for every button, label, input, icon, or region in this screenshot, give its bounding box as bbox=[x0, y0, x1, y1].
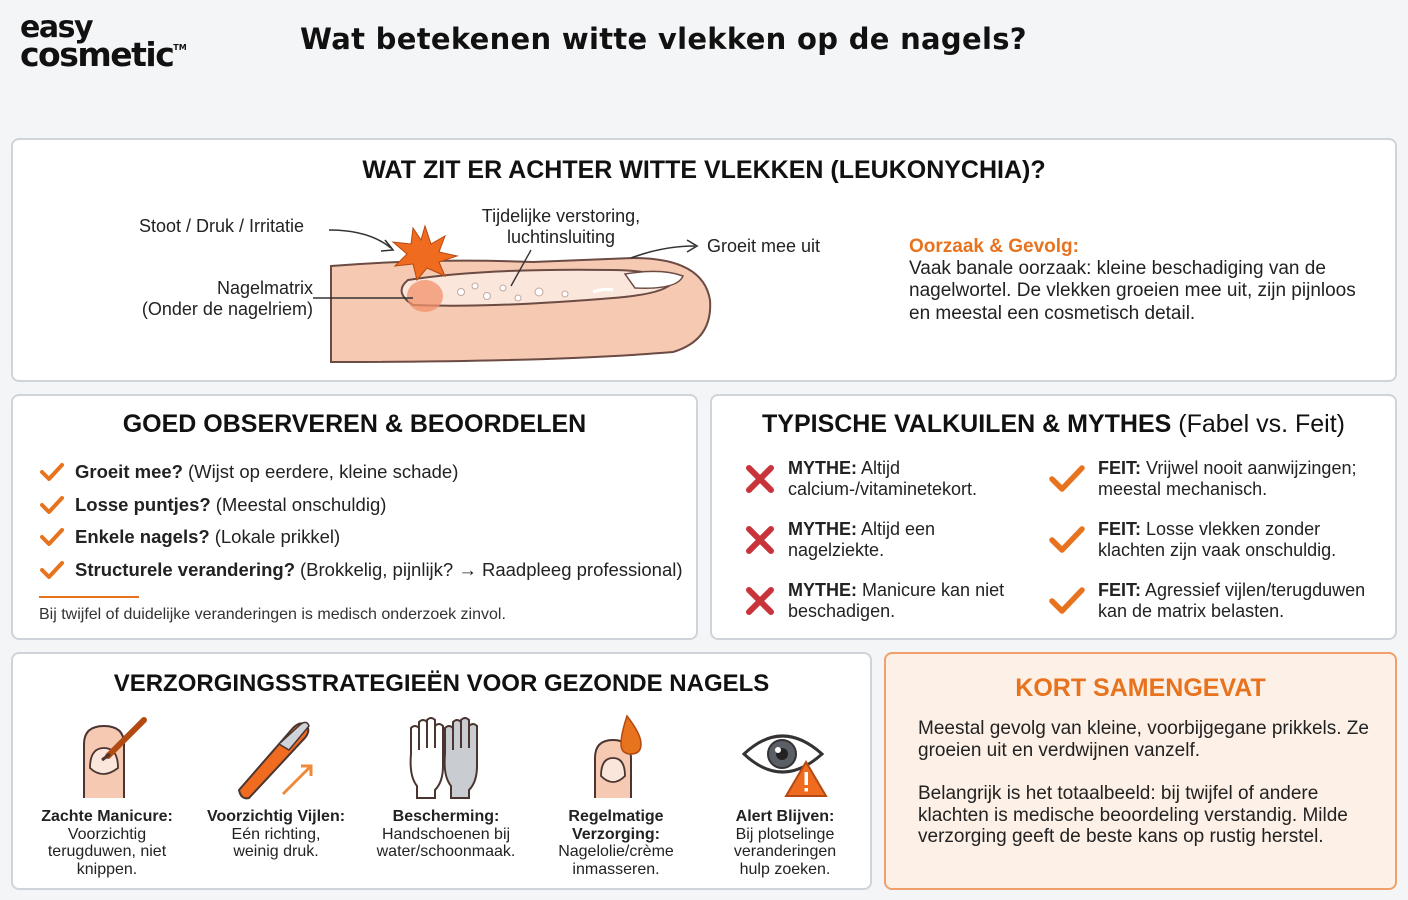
cross-icon bbox=[744, 524, 776, 556]
summary-paragraph-1: Meestal gevolg van kleine, voorbijgegane prikkels. Ze groeien uit en verdwijnen vanzelf. bbox=[918, 718, 1369, 761]
observe-checklist bbox=[39, 456, 683, 586]
observe-panel-title: GOED OBSERVEREN & BEOORDELEN bbox=[122, 410, 587, 438]
label-grows: Groeit mee uit bbox=[707, 236, 821, 256]
white-spot bbox=[562, 291, 568, 297]
observe-panel bbox=[11, 394, 698, 640]
nail-oil-drop-icon bbox=[571, 714, 661, 800]
myth-item: MYTHE: Manicure kan niet beschadigen. bbox=[744, 580, 1004, 621]
logo-trademark: TM bbox=[173, 42, 187, 52]
cause-panel bbox=[11, 138, 1397, 382]
divider bbox=[39, 596, 139, 598]
nail-file-icon bbox=[231, 714, 321, 800]
list-item: Groeit mee? (Wijst op eerdere, kleine schade) bbox=[39, 456, 683, 489]
page-title: Wat betekenen witte vlekken op de nagels? bbox=[300, 22, 1027, 56]
growth-arrow bbox=[631, 246, 695, 258]
cuticle-pusher-icon bbox=[62, 714, 152, 800]
care-item-filing: Voorzichtig Vijlen: Eén richting, weinig druk. bbox=[188, 710, 364, 861]
care-item-alert: Alert Blijven: Bij plotselinge veranderingen hulp zoeken. bbox=[697, 710, 873, 878]
logo-line-1: easy bbox=[20, 10, 93, 45]
white-spot bbox=[500, 285, 506, 291]
white-spot bbox=[472, 283, 478, 289]
brand-logo bbox=[20, 10, 187, 74]
care-panel bbox=[11, 652, 872, 890]
label-matrix: Nagelmatrix (Onder de nagelriem) bbox=[141, 278, 313, 319]
white-spot bbox=[458, 289, 465, 296]
check-icon bbox=[39, 495, 65, 515]
myth-item: MYTHE: Altijd een nagelziekte. bbox=[744, 519, 935, 560]
myth-item: MYTHE: Altijd calcium-/vitaminetekort. bbox=[744, 458, 977, 499]
fact-item: FEIT: Agressief vijlen/terugduwen kan de matrix belasten. bbox=[1048, 580, 1365, 621]
nail-matrix-highlight bbox=[407, 280, 443, 312]
summary-text bbox=[918, 718, 1378, 848]
observe-note: Bij twijfel of duidelijke veranderingen is medisch onderzoek zinvol. bbox=[39, 606, 506, 623]
cross-icon bbox=[744, 585, 776, 617]
eye-warning-icon bbox=[740, 714, 830, 800]
gloves-icon bbox=[401, 714, 491, 800]
label-disturbance: Tijdelijke verstoring, luchtinsluiting bbox=[481, 206, 641, 247]
logo-line-2: cosmetic™ bbox=[20, 34, 187, 74]
fact-item: FEIT: Vrijwel nooit aanwijzingen; meestal mechanisch. bbox=[1048, 458, 1356, 499]
check-icon bbox=[39, 560, 65, 580]
care-item-nourish: Regelmatige Verzorging: Nagelolie/crème inmasseren. bbox=[528, 710, 704, 878]
care-item-manicure: Zachte Manicure: Voorzichtig terugduwen, niet knippen. bbox=[19, 710, 195, 878]
cause-effect-text: Vaak banale oorzaak: kleine beschadiging van de nagelwortel. De vlekken groeien mee uit, zijn pijnloos en meestal een cosmetisch detail. bbox=[909, 258, 1356, 324]
list-item: Structurele verandering? (Brokkelig, pijnlijk? → Raadpleeg professional) bbox=[39, 554, 683, 587]
check-icon bbox=[1048, 463, 1086, 495]
check-icon bbox=[39, 462, 65, 482]
summary-panel bbox=[884, 652, 1397, 890]
check-icon bbox=[39, 527, 65, 547]
check-icon bbox=[1048, 585, 1086, 617]
cause-effect-title: Oorzaak & Gevolg: bbox=[909, 236, 1079, 257]
myths-panel bbox=[710, 394, 1397, 640]
white-spot bbox=[515, 295, 521, 301]
check-icon bbox=[1048, 524, 1086, 556]
care-item-protection: Bescherming: Handschoenen bij water/schoonmaak. bbox=[358, 710, 534, 861]
white-spot bbox=[484, 293, 491, 300]
myths-panel-title: TYPISCHE VALKUILEN & MYTHES (Fabel vs. Feit) bbox=[762, 410, 1345, 438]
cause-panel-title: WAT ZIT ER ACHTER WITTE VLEKKEN (LEUKONYCHIA)? bbox=[362, 156, 1046, 184]
list-item: Losse puntjes? (Meestal onschuldig) bbox=[39, 489, 683, 522]
list-item: Enkele nagels? (Lokale prikkel) bbox=[39, 521, 683, 554]
summary-panel-title: KORT SAMENGEVAT bbox=[1015, 674, 1266, 702]
white-spot bbox=[535, 288, 543, 296]
cause-effect-block bbox=[909, 236, 1369, 325]
fact-item: FEIT: Losse vlekken zonder klachten zijn vaak onschuldig. bbox=[1048, 519, 1336, 560]
care-panel-title: VERZORGINGSSTRATEGIEËN VOOR GEZONDE NAGELS bbox=[113, 670, 770, 697]
summary-paragraph-2: Belangrijk is het totaalbeeld: bij twijfel of andere klachten is medische beoordeling verstandig. Milde verzorging geeft de beste kans op rustig herstel. bbox=[918, 782, 1348, 848]
cross-icon bbox=[744, 463, 776, 495]
impact-arrow bbox=[329, 230, 391, 248]
label-impact: Stoot / Druk / Irritatie bbox=[139, 216, 305, 236]
